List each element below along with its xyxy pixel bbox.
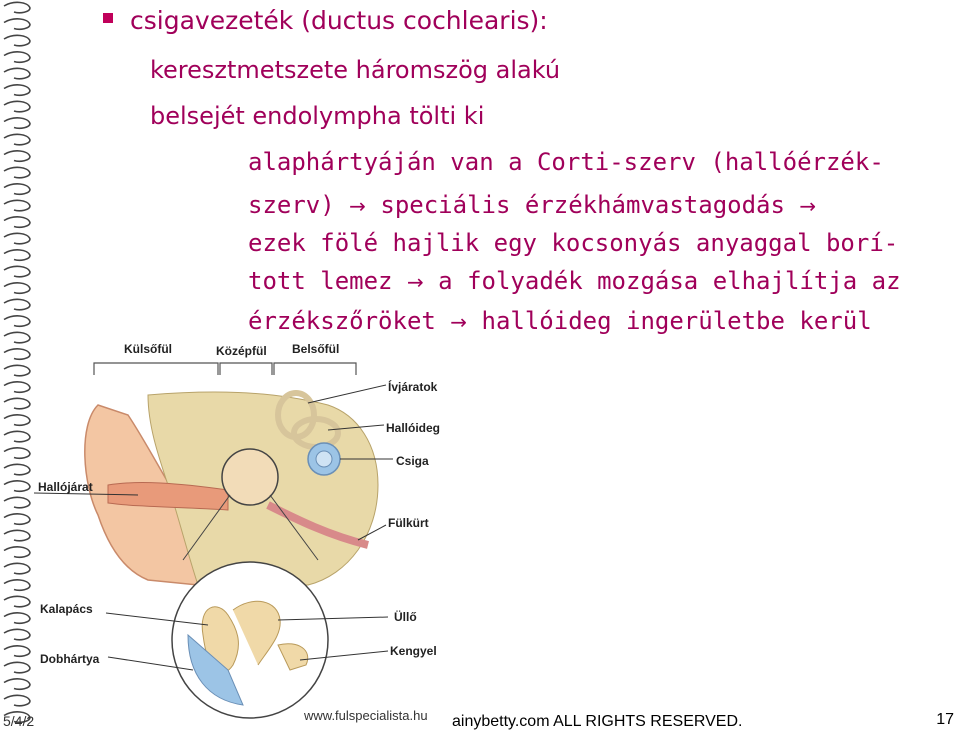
sub-line-5a: érzékszőröket bbox=[248, 307, 436, 335]
spiral-coil bbox=[4, 2, 30, 12]
label-fulkurt: Fülkürt bbox=[388, 516, 429, 530]
spiral-coil bbox=[4, 398, 30, 408]
spiral-coil bbox=[4, 167, 30, 177]
spiral-coil bbox=[4, 151, 30, 161]
spiral-coil bbox=[4, 283, 30, 293]
spiral-coil bbox=[4, 464, 30, 474]
footer-date: 5/4/2 bbox=[3, 713, 35, 729]
spiral-coil bbox=[4, 382, 30, 392]
arrow-icon: → bbox=[799, 194, 817, 218]
label-kengyel: Kengyel bbox=[390, 644, 437, 658]
spiral-coil bbox=[4, 233, 30, 243]
spiral-coil bbox=[4, 547, 30, 557]
label-kalapacs: Kalapács bbox=[40, 602, 93, 616]
spiral-coil bbox=[4, 563, 30, 573]
spiral-coil bbox=[4, 448, 30, 458]
spiral-coil bbox=[4, 134, 30, 144]
spiral-coil bbox=[4, 662, 30, 672]
spiral-coil bbox=[4, 613, 30, 623]
spiral-coil bbox=[4, 217, 30, 227]
spiral-coil bbox=[4, 365, 30, 375]
sub-line-4 bbox=[248, 267, 901, 295]
label-ivjaratok: Ívjáratok bbox=[388, 380, 438, 394]
spiral-coil bbox=[4, 481, 30, 491]
bullet-title: csigavezeték (ductus cochlearis): bbox=[130, 6, 548, 35]
text-line-3: belsejét endolympha tölti ki bbox=[150, 102, 485, 130]
spiral-coil bbox=[4, 530, 30, 540]
label-hallojarat: Hallójárat bbox=[38, 480, 93, 494]
spiral-coil bbox=[4, 250, 30, 260]
arrow-icon: → bbox=[349, 194, 366, 218]
spiral-coil bbox=[4, 431, 30, 441]
sub-line-5 bbox=[248, 307, 872, 335]
spiral-coil bbox=[4, 332, 30, 342]
spiral-coil bbox=[4, 679, 30, 689]
spiral-coil bbox=[4, 646, 30, 656]
ear-anatomy-figure bbox=[28, 335, 468, 720]
spiral-coil bbox=[4, 118, 30, 128]
label-belsoful: Belsőfül bbox=[292, 342, 340, 356]
sub-line-4b: a folyadék mozgása elhajlítja az bbox=[423, 267, 901, 295]
label-kulsofull: Külsőfül bbox=[124, 342, 172, 356]
spiral-coil bbox=[4, 349, 30, 359]
bullet-marker bbox=[103, 13, 113, 23]
spiral-coil bbox=[4, 35, 30, 45]
arrow-icon: → bbox=[406, 270, 424, 294]
spiral-coil bbox=[4, 101, 30, 111]
spiral-coil bbox=[4, 316, 30, 326]
sub-line-4a: tott lemez bbox=[248, 267, 393, 295]
sub-line-2b: speciális érzékhámvastagodás bbox=[365, 191, 785, 219]
sub-line-2 bbox=[248, 191, 816, 219]
spiral-coil bbox=[4, 514, 30, 524]
sub-line-2a: szerv) bbox=[248, 191, 335, 219]
sub-line-5b: hallóideg ingerületbe kerül bbox=[467, 307, 872, 335]
middle-ear-circle bbox=[222, 449, 278, 505]
spiral-coil bbox=[4, 52, 30, 62]
arrow-icon: → bbox=[450, 310, 468, 334]
label-kozepful: Középfül bbox=[216, 344, 267, 358]
footer-copyright: ainybetty.com ALL RIGHTS RESERVED. bbox=[452, 713, 743, 730]
watermark-text: www.fulspecialista.hu bbox=[304, 708, 428, 723]
spiral-coil bbox=[4, 200, 30, 210]
spiral-coil bbox=[4, 299, 30, 309]
label-csiga: Csiga bbox=[396, 454, 429, 468]
label-dobhartya: Dobhártya bbox=[40, 652, 100, 666]
spiral-coil bbox=[4, 629, 30, 639]
spiral-coil bbox=[4, 497, 30, 507]
label-ullo: Üllő bbox=[394, 610, 417, 624]
text-line-2: keresztmetszete háromszög alakú bbox=[150, 56, 561, 84]
spiral-coil bbox=[4, 85, 30, 95]
sub-line-3: ezek fölé hajlik egy kocsonyás anyaggal borí- bbox=[248, 229, 899, 257]
spiral-coil bbox=[4, 596, 30, 606]
page-number: 17 bbox=[936, 711, 954, 728]
spiral-coil bbox=[4, 695, 30, 705]
spiral-coil bbox=[4, 580, 30, 590]
spiral-coil bbox=[4, 266, 30, 276]
label-halloideg: Hallóideg bbox=[386, 421, 441, 435]
spiral-coil bbox=[4, 19, 30, 29]
sub-line-1: alaphártyáján van a Corti-szerv (hallóérzék- bbox=[248, 148, 884, 176]
spiral-coil bbox=[4, 68, 30, 78]
spiral-coil bbox=[4, 415, 30, 425]
spiral-coil bbox=[4, 184, 30, 194]
